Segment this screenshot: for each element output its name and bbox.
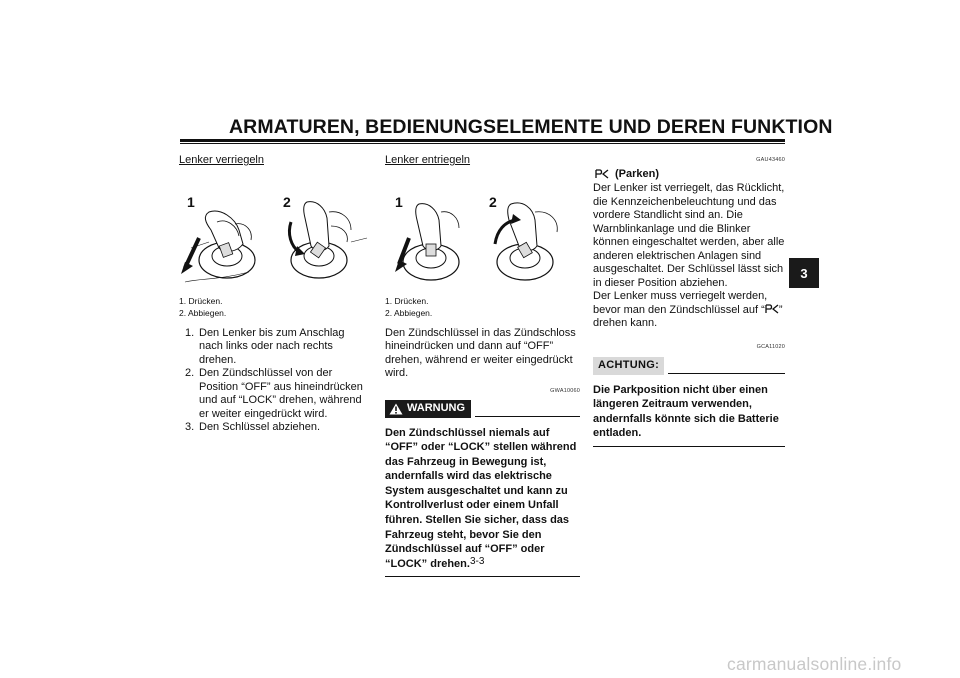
step-item (179, 327, 369, 368)
parking-position-icon (765, 304, 779, 314)
warning-badge (385, 400, 471, 418)
column-unlock-steering (385, 150, 580, 577)
figure-label-1: 1 (395, 193, 403, 210)
legend-item: 2. Abbiegen. (385, 307, 433, 318)
parking-note-start: Der Lenker muss verriegelt werden, bevor man den Zündschlüssel auf “ (593, 290, 768, 316)
parking-note (593, 290, 785, 331)
step-number: 3. (185, 421, 195, 433)
figure-label-1: 1 (187, 193, 195, 210)
parking-position-icon (595, 169, 609, 179)
step-number: 1. (185, 326, 195, 339)
caution-code: GCA11020 (756, 343, 785, 350)
figure-legend (179, 295, 369, 319)
step-text: Den Schlüssel abziehen. (199, 421, 321, 433)
caution-rule (668, 373, 785, 374)
parking-title: (Parken) (615, 167, 660, 180)
page-number: 3-3 (470, 556, 485, 567)
step-text: Den Zündschlüssel von der Position “OFF” aus hineindrücken und auf “LOCK” drehen, während er weiter eingedrückt wird. (199, 367, 363, 420)
warning-code: GWA10060 (550, 387, 580, 394)
legend-item: 1. Drücken. (385, 295, 429, 306)
column-parking (593, 150, 785, 447)
parking-heading (595, 168, 785, 182)
parking-note-end: ” drehen kann. (593, 303, 783, 329)
caution-header (593, 357, 785, 375)
figure-label-2: 2 (489, 193, 497, 210)
legend-item: 2. Abbiegen. (179, 307, 227, 318)
warning-label: WARNUNG (407, 402, 466, 414)
lock-steps-list (179, 327, 369, 435)
column-lock-steering (179, 150, 369, 435)
title-rule-thin (180, 143, 785, 144)
warning-header (385, 400, 580, 418)
figure-lock-steering (179, 182, 369, 287)
ignition-key-press-turn-illustration (179, 182, 369, 287)
caution-end-rule (593, 446, 785, 447)
warning-end-rule (385, 576, 580, 577)
section-title-lock: Lenker verriegeln (179, 154, 264, 166)
parking-description: Der Lenker ist verriegelt, das Rücklicht, die Kennzeichenbeleuchtung und das vordere Standlicht sind an. Die Warnblinkanlage und die Blinker können eingeschaltet werden, aber alle anderen elektrischen Anlagen sind ausgeschaltet. Der Schlüssel lässt sich in dieser Position abziehen. (593, 182, 785, 289)
page-title: ARMATUREN, BEDIENUNGSELEMENTE UND DEREN FUNKTION (229, 116, 833, 138)
step-number: 2. (185, 367, 195, 379)
watermark[interactable]: carmanualsonline.info (727, 654, 902, 674)
caution-text: Die Parkposition nicht über einen längeren Zeitraum verwenden, andernfalls könnte sich die Batterie entladen. (593, 383, 779, 440)
warning-rule (475, 416, 580, 417)
warning-text: Den Zündschlüssel niemals auf “OFF” oder “LOCK” stellen während das Fahrzeug in Bewegung ist, andernfalls wird das elektrische System ausgeschaltet und kann zu Kontrollverlust oder einem Unfall führen. Stellen Sie sicher, dass das Fahrzeug steht, bevor Sie den Zündschlüssel auf “OFF” oder “LOCK” drehen. (385, 426, 577, 570)
step-item (179, 367, 369, 421)
ignition-key-press-turn-illustration (385, 182, 575, 287)
figure-unlock-steering (385, 182, 575, 287)
step-text: Den Lenker bis zum Anschlag nach links oder nach rechts drehen. (199, 326, 345, 366)
figure-legend (385, 295, 580, 319)
caution-badge: ACHTUNG: (593, 357, 664, 375)
warning-triangle-icon (389, 403, 403, 415)
section-code: GAU43460 (756, 157, 785, 163)
step-item (179, 421, 369, 435)
title-rule (180, 139, 785, 142)
legend-item: 1. Drücken. (179, 295, 223, 306)
chapter-tab[interactable]: 3 (789, 258, 819, 288)
section-title-unlock: Lenker entriegeln (385, 154, 471, 166)
figure-label-2: 2 (283, 193, 291, 210)
unlock-paragraph: Den Zündschlüssel in das Zündschloss hineindrücken und dann auf “OFF” drehen, während er weiter eingedrückt wird. (385, 326, 576, 379)
